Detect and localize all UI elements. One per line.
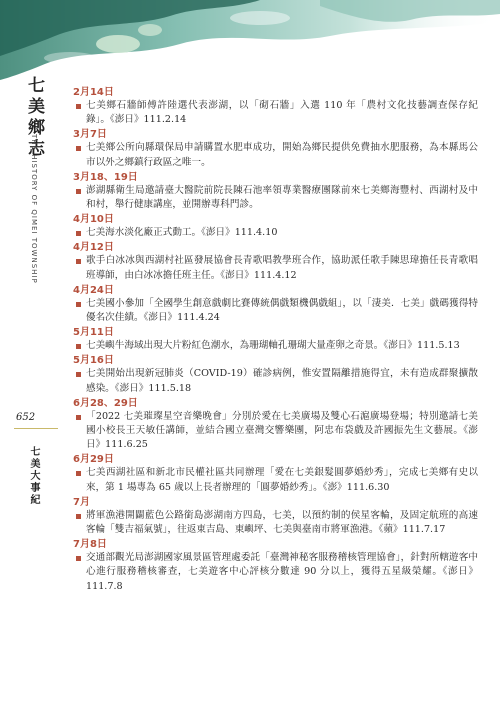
event-entry <box>73 496 478 537</box>
book-title: 七美鄉志 <box>24 76 44 160</box>
event-text: 交通部觀光局澎湖國家風景區管理處委託「臺灣神秘客服務稽核管理協會」，針對所轄遊客中心進行服務稽核審查，七美遊客中心評核分數達 90 分以上，獲得五星級榮耀。《澎日》111.7.8 <box>73 551 478 594</box>
event-entry <box>73 453 478 494</box>
sidebar <box>0 0 62 711</box>
event-entry <box>73 284 478 325</box>
event-date: 4月12日 <box>73 242 114 254</box>
event-date: 5月11日 <box>73 327 114 339</box>
event-text: 七美鄉公所向縣環保局申請購置水肥車成功，開始為鄉民提供免費抽水肥服務，為本縣馬公市以外之鄉鎮行政區之唯一。 <box>73 141 478 169</box>
event-date: 3月18、19日 <box>73 171 138 183</box>
event-date: 7月 <box>73 496 90 508</box>
event-entry <box>73 326 478 353</box>
event-entry <box>73 397 478 453</box>
page-number: 652 <box>16 412 36 423</box>
event-text: 七美開始出現新冠肺炎（COVID-19）確診病例，惟安置隔離措施得宜，未有造成群聚擴散感染。《澎日》111.5.18 <box>73 367 478 395</box>
event-date: 5月16日 <box>73 355 114 367</box>
event-date: 6月28、29日 <box>73 397 138 409</box>
section-title: 七美大事紀 <box>28 446 39 506</box>
event-date: 2月14日 <box>73 87 114 98</box>
event-entry <box>73 213 478 240</box>
event-text: 七美鄉石牆師傅許陸選代表澎湖，以「砌石牆」入選 110 年「農村文化技藝調查保存紀錄」。《澎日》111.2.14 <box>73 99 478 127</box>
event-date: 4月24日 <box>73 284 114 296</box>
sidebar-divider <box>14 428 58 429</box>
event-date: 6月29日 <box>73 454 114 466</box>
header-banner <box>0 0 500 82</box>
event-text: 歌手白冰冰與西湖村社區發展協會長青歌唱教學班合作，協助派任歌手陳思瑋擔任長青歌唱班導師，由白冰冰擔任班主任。《澎日》111.4.12 <box>73 254 478 282</box>
event-text: 澎湖縣衛生局邀請臺大醫院前院長陳石池率領專業醫療團隊前來七美鄉海豐村、西湖村及中和村，舉行健康講座，並開辦專科門診。 <box>73 184 478 212</box>
watercolor-sea-illustration <box>0 0 500 82</box>
event-text: 七美國小參加「全國學生創意戲劇比賽傳統偶戲類機偶戲組」，以「淒美．七美」戲碼獲得特優名次佳績。《澎日》111.4.24 <box>73 297 478 325</box>
event-entry <box>73 128 478 169</box>
event-text: 七美海水淡化廠正式動工。《澎日》111.4.10 <box>73 226 478 240</box>
event-entry <box>73 538 478 594</box>
event-text: 「2022 七美璀璨星空音樂晚會」分別於愛在七美廣場及雙心石滬廣場登場；特別邀請七美國小校長王天敏任講師，並結合國立臺灣交響樂團，阿忠布袋戲及許國振先生文藝展。《澎日》111.6.25 <box>73 410 478 453</box>
event-text: 七美嶼牛海域出現大片粉紅色潮水，為珊瑚軸孔珊瑚大量產卵之奇景。《澎日》111.5.13 <box>73 339 478 353</box>
event-text: 將軍漁港開闢藍色公路銜島澎湖南方四島，七美，以預約制的侯星客輪，及固定航班的高速客輪「雙吉福氣號」，往返東吉島、東嶼坪、七美與臺南市將軍漁港。《蘋》111.7.17 <box>73 509 478 537</box>
event-date: 3月7日 <box>73 129 107 141</box>
event-entry <box>73 171 478 212</box>
chronicle-content <box>73 86 478 594</box>
book-subtitle: THE HISTORY OF QIMEI TOWNSHIP <box>30 134 38 284</box>
event-entry <box>73 354 478 395</box>
event-text: 七美西湖社區和新北市民權社區共同辦理「愛在七美銀髮圓夢婚紗秀」，完成七美鄉有史以來，第 1 場專為 65 歲以上長者辦理的「圓夢婚紗秀」。《澎》111.6.30 <box>73 466 478 494</box>
event-date: 4月10日 <box>73 214 114 226</box>
event-date: 7月8日 <box>73 539 107 551</box>
event-entry <box>73 86 478 127</box>
event-entry <box>73 241 478 282</box>
